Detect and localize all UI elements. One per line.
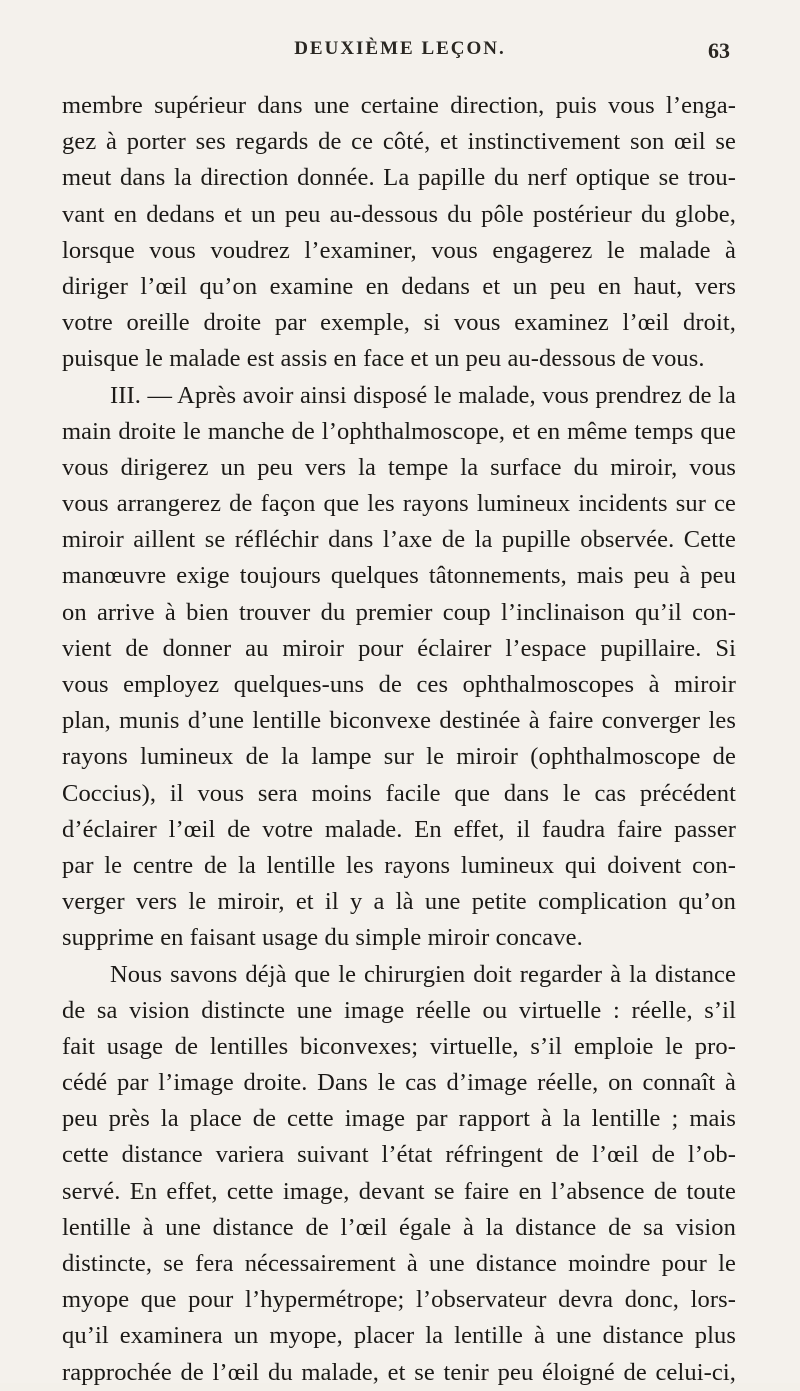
text-line: vant en dedans et un peu au-dessous du pôle postérieur du globe, [62, 200, 736, 228]
text-line: gez à porter ses regards de ce côté, et instinctivement son œil se [62, 128, 736, 156]
text-line: cédé par l’image droite. Dans le cas d’image réelle, on connaît à [62, 1069, 736, 1097]
text-line: verger vers le miroir, et il y a là une petite complication qu’on [62, 888, 736, 916]
text-line: III. — Après avoir ainsi disposé le malade, vous prendrez de la [110, 381, 736, 409]
text-line: Nous savons déjà que le chirurgien doit regarder à la distance [110, 960, 736, 988]
text-line: de sa vision distincte une image réelle ou virtuelle : réelle, s’il [62, 996, 736, 1024]
text-line: lorsque vous voudrez l’examiner, vous engagerez le malade à [62, 236, 736, 264]
text-line: plan, munis d’une lentille biconvexe destinée à faire converger les [62, 707, 736, 735]
text-line: membre supérieur dans une certaine direction, puis vous l’enga- [62, 92, 736, 119]
text-line: qu’il examinera un myope, placer la lentille à une distance plus [62, 1322, 736, 1350]
text-line: rayons lumineux de la lampe sur le miroir (ophthalmoscope de [62, 743, 736, 771]
body-text [62, 88, 736, 1391]
text-line: votre oreille droite par exemple, si vous examinez l’œil droit, [62, 309, 736, 337]
text-line: myope que pour l’hypermétrope; l’observateur devra donc, lors- [62, 1286, 736, 1314]
text-line: lentille à une distance de l’œil égale à la distance de sa vision [62, 1213, 736, 1241]
text-line: servé. En effet, cette image, devant se faire en l’absence de toute [62, 1177, 736, 1205]
text-line: diriger l’œil qu’on examine en dedans et un peu en haut, vers [62, 272, 736, 300]
text-line: vous employez quelques-uns de ces ophthalmoscopes à miroir [62, 671, 736, 698]
text-line: cette distance variera suivant l’état réfringent de l’œil de l’ob- [62, 1141, 736, 1169]
running-head-title: DEUXIÈME LEÇON. [294, 38, 506, 59]
text-line: vient de donner au miroir pour éclairer l’espace pupillaire. Si [62, 634, 736, 662]
page-number: 63 [708, 38, 730, 63]
text-line: peu près la place de cette image par rapport à la lentille ; mais [62, 1105, 736, 1133]
text-line: par le centre de la lentille les rayons lumineux qui doivent con- [62, 851, 736, 879]
running-head [0, 38, 800, 68]
text-line: manœuvre exige toujours quelques tâtonnements, mais peu à peu [62, 562, 736, 590]
text-line: vous arrangerez de façon que les rayons lumineux incidents sur ce [62, 490, 736, 518]
text-line: vous dirigerez un peu vers la tempe la surface du miroir, vous [62, 453, 736, 481]
text-line: main droite le manche de l’ophthalmoscope, et en même temps que [62, 417, 736, 445]
text-line: on arrive à bien trouver du premier coup l’inclinaison qu’il con- [62, 598, 736, 626]
text-line: miroir aillent se réfléchir dans l’axe de la pupille observée. Cette [62, 526, 736, 554]
text-line: distincte, se fera nécessairement à une distance moindre pour le [62, 1250, 736, 1277]
text-line: rapprochée de l’œil du malade, et se tenir peu éloigné de celui-ci, [62, 1358, 736, 1386]
text-line: supprime en faisant usage du simple miroir concave. [62, 924, 583, 952]
text-line: meut dans la direction donnée. La papille du nerf optique se trou- [62, 164, 736, 192]
text-line: fait usage de lentilles biconvexes; virtuelle, s’il emploie le pro- [62, 1032, 736, 1060]
text-line: d’éclairer l’œil de votre malade. En effet, il faudra faire passer [62, 815, 736, 843]
text-line: Coccius), il vous sera moins facile que dans le cas précédent [62, 779, 736, 807]
text-line: puisque le malade est assis en face et un peu au-dessous de vous. [62, 345, 705, 373]
